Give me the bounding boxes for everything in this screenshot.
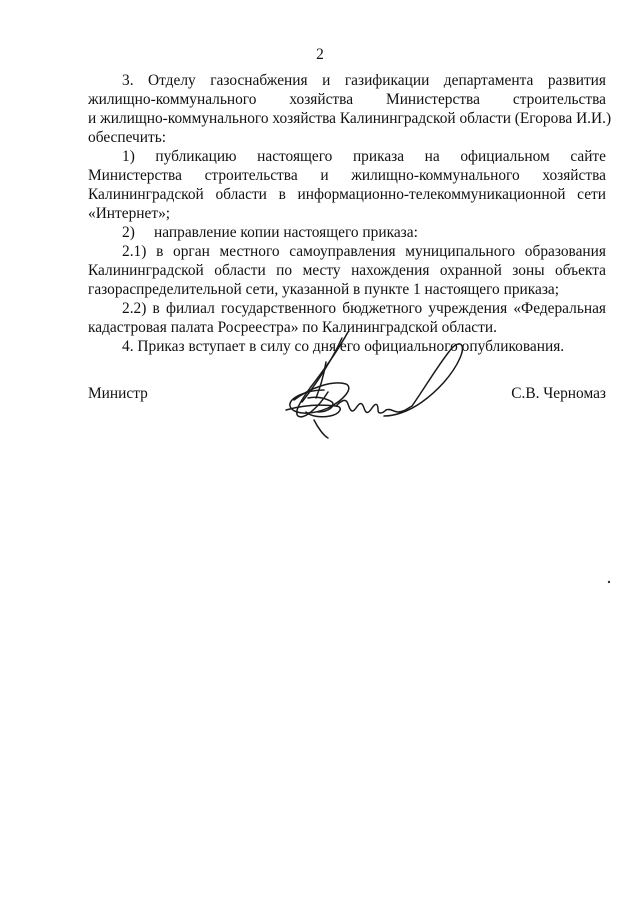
paragraph-line: газораспределительной сети, указанной в пункте 1 настоящего приказа; [88, 281, 560, 298]
order-body [88, 71, 612, 356]
paragraph-line: обеспечить: [88, 129, 167, 146]
paragraph-line: 3. Отделу газоснабжения и газификации департамента развития [122, 72, 606, 89]
paragraph-3-1 [88, 147, 606, 223]
paragraph-line: 1) публикацию настоящего приказа на официальном сайте [122, 148, 606, 165]
scan-dot [607, 580, 611, 584]
paragraph-line: 2) направление копии настоящего приказа: [122, 224, 418, 241]
paragraph-line: Министерства строительства и жилищно-коммунального хозяйства [88, 167, 606, 184]
paragraph-line: Калининградской области в информационно-телекоммуникационной сети [88, 186, 606, 203]
paragraph-line: кадастровая палата Росреестра» по Калининградской области. [88, 319, 497, 336]
signer-name: С.В. Черномаз [511, 385, 606, 402]
paragraph-line: 2.2) в филиал государственного бюджетного учреждения «Федеральная [122, 300, 606, 317]
paragraph-line: 4. Приказ вступает в силу со дня его официального опубликования. [122, 338, 565, 355]
paragraph-line: 2.1) в орган местного самоуправления муниципального образования [122, 243, 606, 260]
paragraph-3-2-1 [88, 242, 606, 299]
signer-title: Министр [88, 385, 148, 402]
paragraph-3-2 [88, 223, 606, 242]
paragraph-line: Калининградской области по месту нахождения охранной зоны объекта [88, 262, 606, 279]
paragraph-line: жилищно-коммунального хозяйства Министерства строительства [88, 91, 606, 108]
paragraph-line: и жилищно-коммунального хозяйства Калининградской области (Егорова И.И.) [88, 110, 612, 127]
paragraph-line: «Интернет»; [88, 205, 171, 222]
page-number: 2 [316, 46, 324, 63]
paragraph-3 [88, 71, 612, 147]
signature-block [88, 384, 606, 404]
